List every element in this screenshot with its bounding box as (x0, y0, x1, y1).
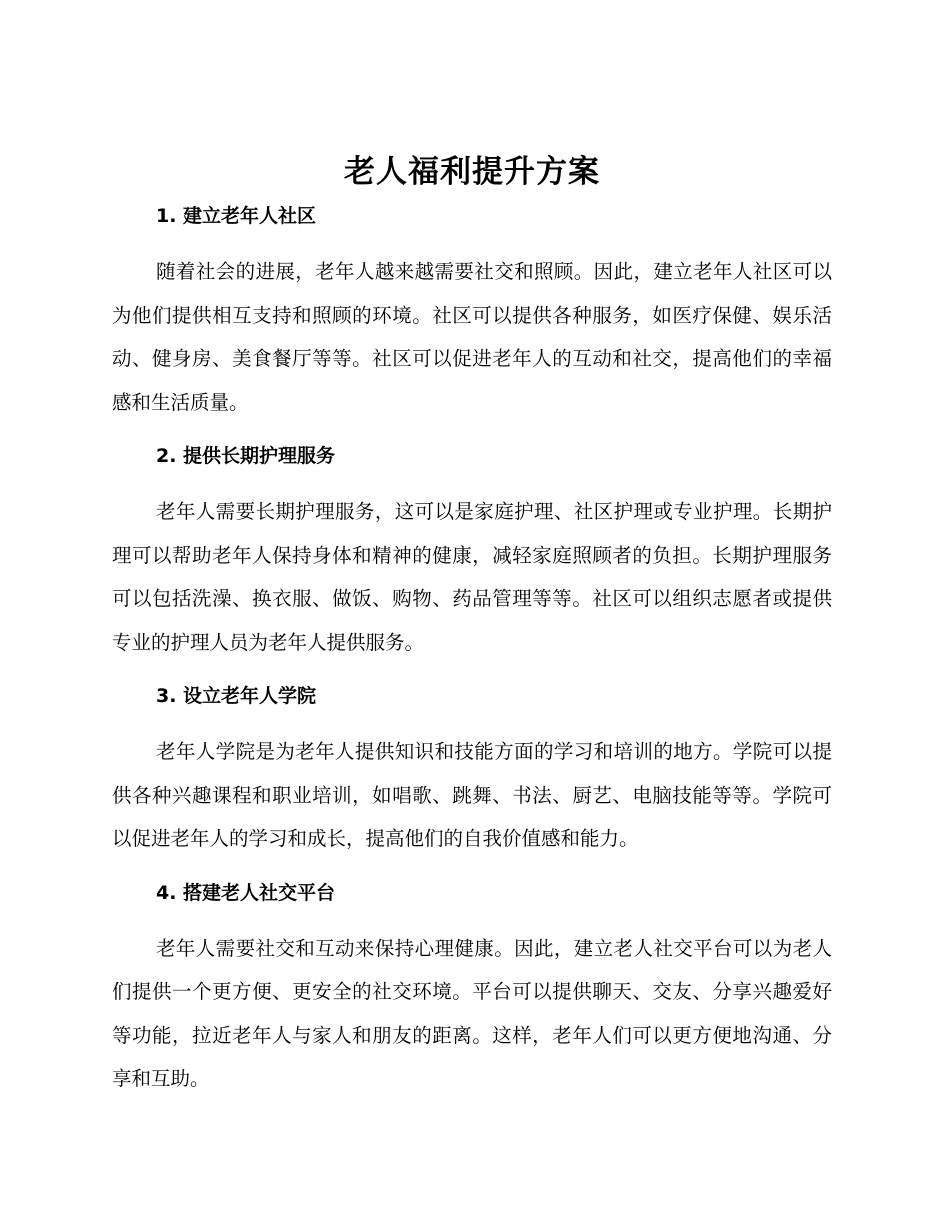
document-title: 老人福利提升方案 (344, 154, 600, 190)
section-paragraph: 老年人需要长期护理服务，这可以是家庭护理、社区护理或专业护理。长期护理可以帮助老年人保持身体和精神的健康，减轻家庭照顾者的负担。长期护理服务可以包括洗澡、换衣服、做饭、购物、药品管理等等。社区可以组织志愿者或提供专业的护理人员为老年人提供服务。 (112, 500, 832, 654)
section-heading: 2. 提供长期护理服务 (156, 445, 336, 467)
section-senior-college (112, 682, 832, 861)
section-heading: 3. 设立老年人学院 (156, 685, 317, 707)
section-community (112, 202, 832, 424)
section-social-platform (112, 879, 832, 1101)
section-paragraph: 随着社会的进展，老年人越来越需要社交和照顾。因此，建立老年人社区可以为他们提供相互支持和照顾的环境。社区可以提供各种服务，如医疗保健、娱乐活动、健身房、美食餐厅等等。社区可以促进老年人的互动和社交，提高他们的幸福感和生活质量。 (112, 260, 832, 414)
document-page (112, 150, 832, 1119)
section-heading: 4. 搭建老人社交平台 (156, 881, 336, 904)
section-heading: 1. 建立老年人社区 (156, 205, 317, 227)
section-paragraph: 老年人需要社交和互动来保持心理健康。因此，建立老人社交平台可以为老人们提供一个更方便、更安全的社交环境。平台可以提供聊天、交友、分享兴趣爱好等功能，拉近老年人与家人和朋友的距离。这样，老年人们可以更方便地沟通、分享和互助。 (112, 936, 832, 1090)
section-paragraph: 老年人学院是为老年人提供知识和技能方面的学习和培训的地方。学院可以提供各种兴趣课程和职业培训，如唱歌、跳舞、书法、厨艺、电脑技能等等。学院可以促进老年人的学习和成长，提高他们的自我价值感和能力。 (112, 740, 832, 850)
section-long-term-care (112, 442, 832, 664)
